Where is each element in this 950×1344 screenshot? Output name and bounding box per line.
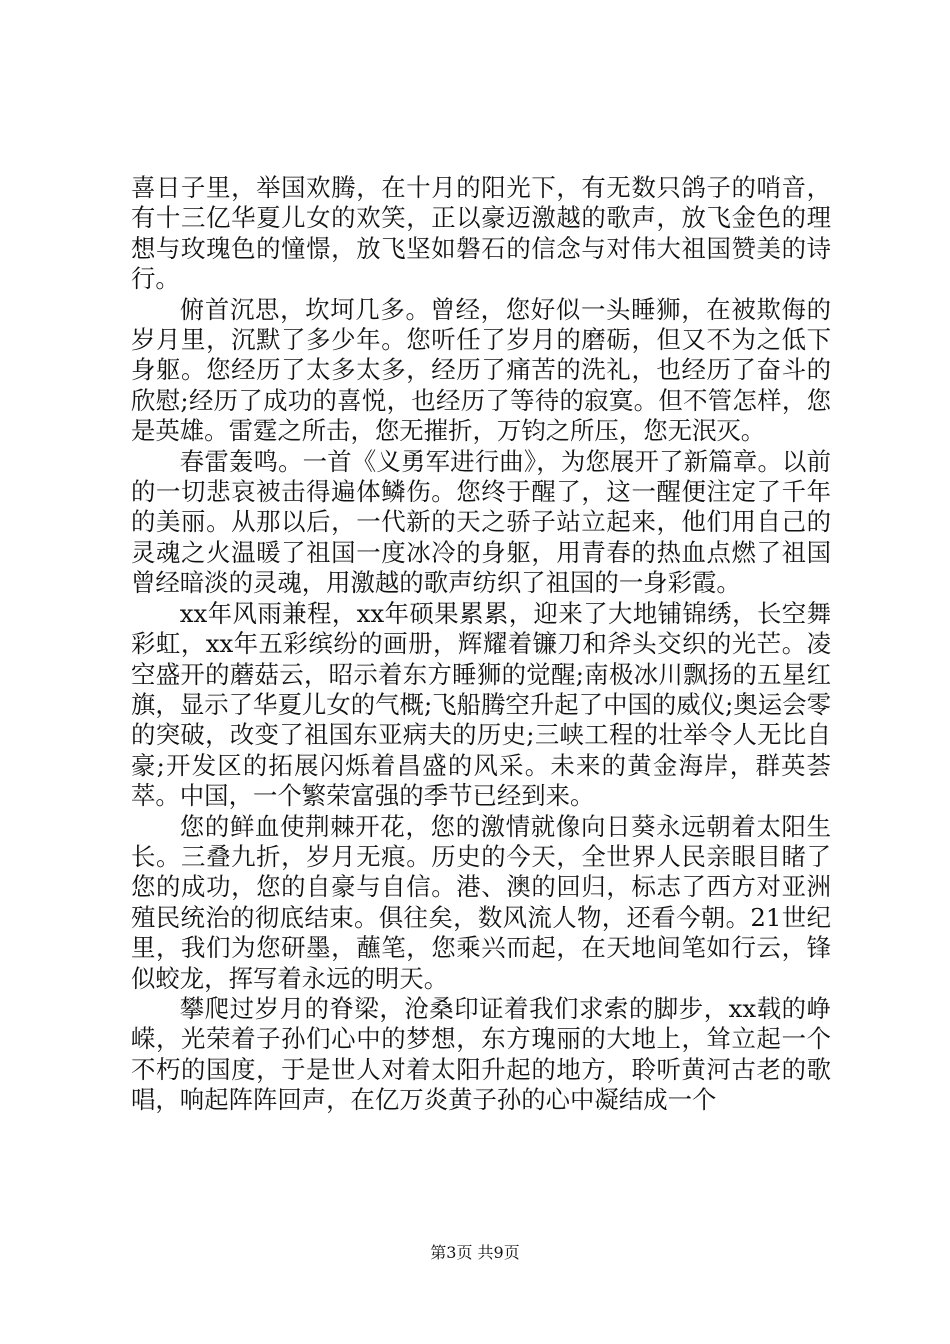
paragraph-6: 攀爬过岁月的脊梁，沧桑印证着我们求索的脚步，xx载的峥嵘，光荣着子孙们心中的梦想，东方瑰丽的大地上，耸立起一个不朽的国度，于是世人对着太阳升起的地方，聆听黄河古老的歌唱，响起阵阵回声，在亿万炎黄子孙的心中凝结成一个 [131,993,831,1115]
document-body [131,173,831,1116]
paragraph-4: xx年风雨兼程，xx年硕果累累，迎来了大地铺锦绣，长空舞彩虹，xx年五彩缤纷的画册，辉耀着镰刀和斧头交织的光芒。凌空盛开的蘑菇云，昭示着东方睡狮的觉醒;南极冰川飘扬的五星红旗，显示了华夏儿女的气概;飞船腾空升起了中国的威仪;奥运会零的突破，改变了祖国东亚病夫的历史;三峡工程的壮举令人无比自豪;开发区的拓展闪烁着昌盛的风采。未来的黄金海岸，群英荟萃。中国，一个繁荣富强的季节已经到来。 [131,598,831,811]
page-footer: 第3页 共9页 [430,1243,520,1262]
paragraph-1: 喜日子里，举国欢腾，在十月的阳光下，有无数只鸽子的哨音，有十三亿华夏儿女的欢笑，正以豪迈激越的歌声，放飞金色的理想与玫瑰色的憧憬，放飞坚如磐石的信念与对伟大祖国赞美的诗行。 [131,173,831,294]
paragraph-2: 俯首沉思，坎坷几多。曾经，您好似一头睡狮，在被欺侮的岁月里，沉默了多少年。您听任了岁月的磨砺，但又不为之低下身躯。您经历了太多太多，经历了痛苦的洗礼，也经历了奋斗的欣慰;经历了成功的喜悦，也经历了等待的寂寞。但不管怎样，您是英雄。雷霆之所击，您无摧折，万钧之所压，您无泯灭。 [131,294,831,446]
paragraph-3: 春雷轰鸣。一首《义勇军进行曲》，为您展开了新篇章。以前的一切悲哀被击得遍体鳞伤。您终于醒了，这一醒便注定了千年的美丽。从那以后，一代新的天之骄子站立起来，他们用自己的灵魂之火温暖了祖国一度冰冷的身躯，用青春的热血点燃了祖国曾经暗淡的灵魂，用激越的歌声纺织了祖国的一身彩霞。 [131,446,831,598]
paragraph-5: 您的鲜血使荆棘开花，您的激情就像向日葵永远朝着太阳生长。三叠九折，岁月无痕。历史的今天，全世界人民亲眼目睹了您的成功，您的自豪与自信。港、澳的回归，标志了西方对亚洲殖民统治的彻底结束。俱往矣，数风流人物，还看今朝。21世纪里，我们为您研墨，蘸笔，您乘兴而起，在天地间笔如行云，锋似蛟龙，挥写着永远的明天。 [131,811,831,993]
